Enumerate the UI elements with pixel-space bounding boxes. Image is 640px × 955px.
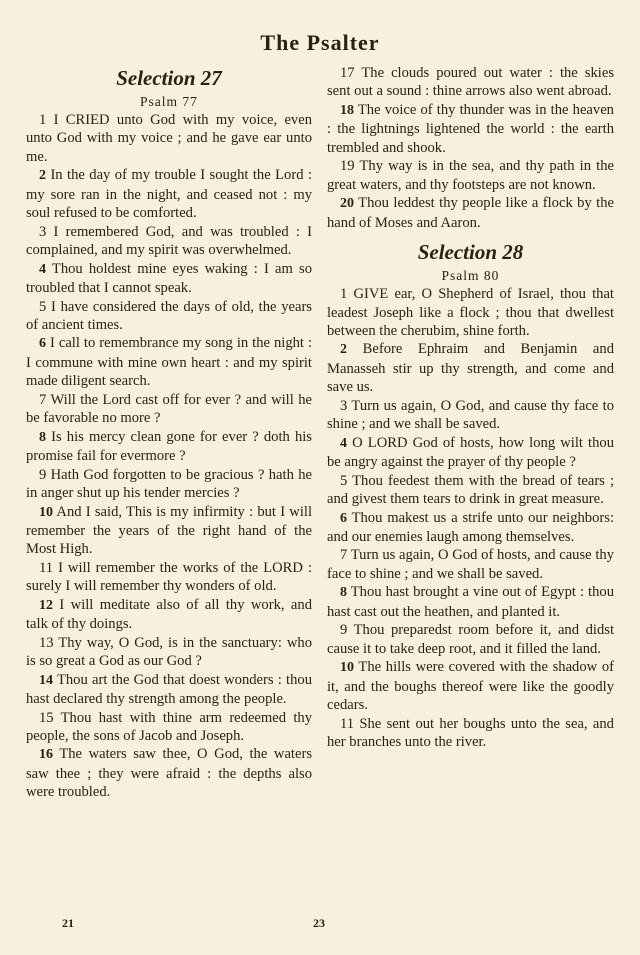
verse-number: 19	[340, 158, 355, 175]
verse-text: I call to remembrance my song in the night : I commune with mine own heart : and my spirit made diligent search.	[26, 335, 313, 390]
verse-text: Thou leddest thy people like a flock by the hand of Moses and Aaron.	[327, 195, 614, 231]
verse	[26, 503, 312, 559]
verse-text: I have considered the days of old, the years of ancient times.	[26, 298, 312, 333]
verse	[327, 546, 614, 583]
verse-text: Will the Lord cast off for ever ? and will he be favorable no more ?	[26, 391, 312, 427]
verse	[327, 472, 614, 509]
selection-28-title: Selection 28	[417, 240, 524, 265]
verse-text: The waters saw thee, O God, the waters saw thee ; they were afraid : the depths also were troubled.	[26, 746, 312, 801]
left-verse-list	[26, 111, 312, 802]
verse-number: 20	[340, 196, 354, 212]
verse	[26, 466, 312, 503]
verse-text: The clouds poured out water : the skies sent out a sound : thine arrows also went abroad.	[327, 65, 614, 100]
verse-number: 2	[39, 168, 46, 184]
verse-number: 14	[39, 672, 53, 688]
verse	[327, 397, 614, 434]
verse	[26, 634, 312, 671]
verse-text: Thou hast with thine arm redeemed thy people, the sons of Jacob and Joseph.	[26, 709, 312, 744]
page-number-left: 21	[62, 916, 74, 930]
verse-number: 16	[39, 747, 53, 763]
verse	[26, 596, 312, 634]
verse-number: 7	[39, 391, 47, 408]
verse	[327, 583, 614, 621]
verse	[26, 260, 312, 298]
psalm-80-reference: Psalm 80	[441, 268, 500, 284]
verse-text: I CRIED unto God with my voice, even unto God with my voice ; and he gave ear unto me.	[26, 112, 312, 165]
verse	[327, 621, 614, 658]
verse-number: 9	[340, 622, 348, 639]
verse-text: Thou holdest mine eyes waking : I am so troubled that I cannot speak.	[26, 260, 312, 297]
verse	[327, 64, 614, 101]
verse-text: The voice of thy thunder was in the heaven : the lightnings lightened the world : the earth trembled and shook.	[327, 101, 614, 156]
verse-text: I will remember the works of the LORD : surely I will remember thy wonders of old.	[26, 559, 312, 595]
verse-number: 4	[340, 435, 347, 451]
verse	[327, 157, 614, 194]
verse-text: Thou preparedst room before it, and didst cause it to take deep root, and it filled the land.	[327, 622, 614, 657]
verse-number: 10	[39, 504, 53, 520]
verse-number: 2	[340, 342, 347, 358]
verse-text: She sent out her boughs unto the sea, and her branches unto the river.	[327, 715, 614, 750]
psalm-77-reference: Psalm 77	[140, 94, 198, 109]
verse	[26, 166, 312, 222]
verse	[327, 509, 614, 547]
verse-number: 5	[39, 298, 47, 315]
verse	[26, 745, 312, 801]
verse-number: 7	[340, 547, 348, 564]
verse-text: Thou hast brought a vine out of Egypt : thou hast cast out the heathen, and planted it.	[327, 584, 614, 620]
verse-number: 8	[340, 585, 347, 601]
verse	[26, 559, 312, 596]
verse-text: Thy way, O God, is in the sanctuary: who is so great a God as our God ?	[26, 634, 312, 670]
verse-number: 3	[39, 223, 47, 240]
verse	[26, 334, 312, 390]
verse	[26, 111, 312, 166]
verse	[327, 101, 614, 157]
verse-text: O LORD God of hosts, how long wilt thou be angry against the prayer of thy people ?	[327, 434, 614, 471]
verse-number: 11	[39, 559, 54, 576]
left-column	[26, 64, 312, 802]
verse-text: Thou makest us a strife unto our neighbors: and our enemies laugh among themselves.	[327, 509, 614, 545]
verse-number: 17	[340, 65, 355, 81]
verse	[26, 428, 312, 466]
verse	[26, 671, 312, 709]
verse-number: 12	[39, 597, 53, 613]
verse-text: Thou art the God that doest wonders : thou hast declared thy strength among the people.	[26, 671, 313, 708]
verse-number: 11	[340, 715, 355, 732]
page-number-center: 23	[313, 916, 325, 930]
verse	[327, 340, 614, 396]
selection-27-title: Selection 27	[116, 66, 222, 90]
verse	[327, 715, 614, 752]
verse-number: 1	[340, 286, 348, 303]
verse-number: 3	[340, 397, 348, 414]
verse	[26, 709, 312, 746]
verse-text: I will meditate also of all thy work, and talk of thy doings.	[26, 596, 312, 633]
verse-number: 8	[39, 429, 46, 445]
verse-number: 18	[340, 102, 354, 118]
verse	[327, 434, 614, 472]
right-column	[327, 64, 614, 751]
verse-number: 1	[39, 112, 47, 128]
verse-text: In the day of my trouble I sought the Lord : my sore ran in the night, and ceased not : my soul refused to be comforted.	[26, 167, 312, 222]
verse	[327, 658, 614, 714]
verse-text: Turn us again, O God, and cause thy face to shine ; and we shall be saved.	[327, 397, 614, 433]
verse-text: I remembered God, and was troubled : I complained, and my spirit was overwhelmed.	[26, 223, 312, 259]
verse-text: Turn us again, O God of hosts, and cause thy face to shine ; and we shall be saved.	[327, 547, 614, 582]
verse-number: 4	[39, 261, 46, 277]
verse-text: Hath God forgotten to be gracious ? hath he in anger shut up his tender mercies ?	[26, 466, 312, 502]
right-verse-list-continued	[327, 64, 614, 232]
verse-number: 10	[340, 660, 354, 676]
verse-number: 6	[39, 336, 46, 352]
verse-text: GIVE ear, O Shepherd of Israel, thou that leadest Joseph like a flock ; thou that dwellest between the cherubim, shine forth.	[327, 286, 614, 339]
verse-number: 5	[340, 472, 348, 489]
verse	[327, 194, 614, 232]
verse-number: 13	[39, 634, 54, 651]
verse-text: The hills were covered with the shadow of it, and the boughs thereof were like the goodly cedars.	[327, 659, 615, 714]
verse-text: Thy way is in the sea, and thy path in the great waters, and thy footsteps are not known.	[327, 158, 614, 193]
right-verse-list	[327, 285, 614, 751]
page-header-title: The Psalter	[260, 30, 380, 55]
verse-text: Is his mercy clean gone for ever ? doth his promise fail for evermore ?	[26, 428, 312, 465]
verse	[26, 223, 312, 260]
verse-number: 6	[340, 510, 347, 526]
verse-text: And I said, This is my infirmity : but I will remember the years of the right hand of the Most High.	[26, 503, 312, 558]
verse	[327, 285, 614, 340]
verse-text: Thou feedest them with the bread of tears ; and givest them tears to drink in great measure.	[327, 472, 614, 508]
verse-number: 9	[39, 466, 47, 483]
verse-number: 15	[39, 709, 54, 726]
verse	[26, 298, 312, 335]
verse-text: Before Ephraim and Benjamin and Manasseh stir up thy strength, and come and save us.	[327, 341, 615, 396]
verse	[26, 391, 312, 428]
